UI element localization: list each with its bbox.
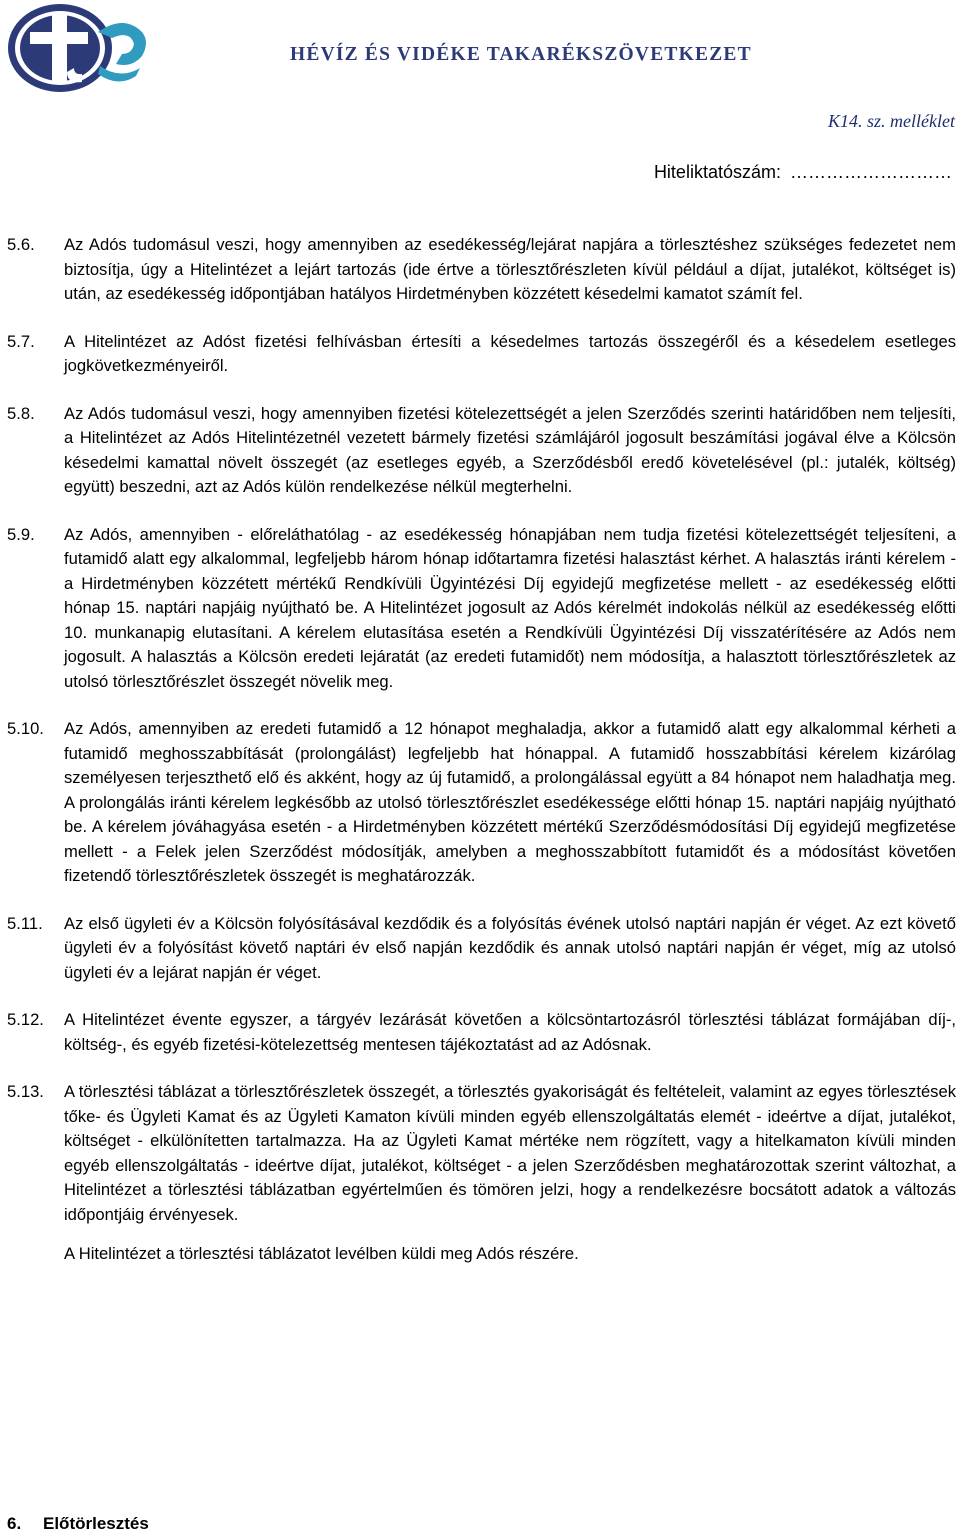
section-text: Az Adós, amennyiben az eredeti futamidő a 12 hónapot meghaladja, akkor a futamidő alatt egy alkalommal kérheti a futamidő meghosszabbítását (prolongálást) legfeljebb hat hónappal. A futamidő hosszabbítási kérelem kizárólag személyesen terjeszthető elő és akként, hogy az új futamidő, a prolongálással együtt a 84 hónapot nem haladhatja meg. A prolongálás iránti kérelem legkésőbb az utolsó törlesztőrészlet esedékessége előtti hónap 15. naptári napjáig nyújtható be. A kérelem jóváhagyása esetén - a Hirdetményben közzétett mértékű Szerződésmódosítási Díj egyidejű megfizetése mellett - a Felek jelen Szerződést módosítják, amelyben a meghosszabbított futamidőt és a módosítást követően fizetendő törlesztőrészletek összegét is meghatározzák. [64, 719, 956, 885]
section-text: A Hitelintézet évente egyszer, a tárgyév lezárását követően a kölcsöntartozásról törlesztési táblázat formájában díj-, költség-, és egyéb fizetési-kötelezettség mentesen tájékoztatást ad az Adósnak. [64, 1010, 956, 1054]
section-5-10 [7, 717, 956, 889]
loan-id-line [654, 162, 952, 183]
section-number: 5.6. [7, 235, 35, 254]
section-number: 5.12. [7, 1010, 44, 1029]
heading-title: Előtörlesztés [43, 1514, 149, 1533]
section-text: Az Adós tudomásul veszi, hogy amennyiben fizetési kötelezettségét a jelen Szerződés szerinti határidőben nem teljesíti, a Hitelintézet az Adós Hitelintézetnél vezetett bármely fizetési számlájáról jogosult beszámítási jogával élve a Kölcsön késedelmi kamattal növelt összegét (az esetleges egyéb, a Szerződésből eredő követelésével (pl.: jutalék, költség) együtt) beszedni, azt az Adós külön rendelkezése nélkül megterhelni. [64, 403, 956, 496]
annex-label: K14. sz. melléklet [828, 111, 955, 131]
section-heading-6 [7, 1514, 149, 1534]
section-text: Az első ügyleti év a Kölcsön folyósításával kezdődik és a folyósítás évének utolsó naptári napján ér véget. Az ezt követő ügyleti év a folyósítást követő naptári év első napján kezdődik és annak utolsó naptári napján ér véget, míg az utolsó ügyleti év a lejárat napján ér véget. [64, 913, 956, 982]
section-number: 5.11. [7, 913, 43, 933]
section-text: Az Adós tudomásul veszi, hogy amennyiben az esedékesség/lejárat napjára a törlesztéshez szükséges fedezetet nem biztosítja, úgy a Hitelintézet a lejárt tartozás (ide értve a törlesztőrészleten kívül például a díjat, jutalékot, költséget is) után, az esedékesség időpontjában hatályos Hirdetményben közzétett késedelmi kamatot számít fel. [64, 235, 956, 303]
section-number: 5.9. [7, 524, 35, 544]
organization-name: HÉVÍZ ÉS VIDÉKE TAKARÉKSZÖVETKEZET [290, 44, 752, 65]
section-number: 5.7. [7, 331, 35, 351]
section-number: 5.10. [7, 719, 44, 738]
document-body [7, 233, 956, 1267]
section-5-8 [7, 402, 956, 500]
section-5-11 [7, 912, 956, 986]
section-number: 5.8. [7, 403, 35, 423]
section-text: A törlesztési táblázat a törlesztőrészletek összegét, a törlesztés gyakoriságát és feltételeit, valamint az egyes törlesztések tőke- és Ügyleti Kamat és az Ügyleti Kamaton kívüli minden egyéb ellenszolgáltatás elemét - ideértve a díjat, jutalékot, költséget - elkülönítetten tartalmazza. Ha az Ügyleti Kamat mértéke nem rögzített, vagy a hitelkamaton kívüli minden egyéb ellenszolgáltatás - ideértve díjat, jutalékot, költséget - a jelen Szerződésben meghatározottak szerint változhat, a Hitelintézet a törlesztési táblázatban egyértelműen és tömören jelzi, hogy a rendelkezésre bocsátott adatok a változás időpontjáig érvényesek. [64, 1082, 956, 1224]
section-5-13 [7, 1080, 956, 1227]
closing-paragraph: A Hitelintézet a törlesztési táblázatot levélben küldi meg Adós részére. [64, 1244, 579, 1263]
section-text: Az Adós, amennyiben - előreláthatólag - az esedékesség hónapjában nem tudja fizetési kötelezettségét teljesíteni, a futamidő alatt egy alkalommal, legfeljebb három hónap időtartamra fizetési halasztást kérhet. A halasztás iránti kérelem - a Hirdetményben közzétett mértékű Rendkívüli Ügyintézési Díj egyidejű megfizetése mellett - az esedékesség előtti hónap 15. naptári napjáig nyújtható be. A Hitelintézet jogosult az Adós kérelmét indokolás nélkül az esedékesség előtti 10. munkanapig elutasítani. A kérelem elutasítása esetén a Rendkívüli Ügyintézési Díj visszatérítésére az Adós nem jogosult. A halasztás a Kölcsön eredeti lejáratát (az eredeti futamidőt) nem módosítja, a halasztott törlesztőrészletek az utolsó törlesztőrészlet összegét növelik meg. [64, 524, 956, 691]
bank-logo-icon [4, 2, 154, 94]
loan-id-label: Hiteliktatószám: [653, 162, 781, 182]
section-5-12 [7, 1008, 956, 1057]
section-5-9 [7, 523, 956, 695]
section-5-7 [7, 330, 956, 379]
loan-id-value: ……………………… [790, 162, 952, 182]
section-5-6 [7, 233, 956, 307]
heading-number: 6. [7, 1514, 22, 1533]
section-text: A Hitelintézet az Adóst fizetési felhívásban értesíti a késedelmes tartozás összegéről és a késedelem esetleges jogkövetkezményeiről. [64, 331, 956, 375]
page-header [0, 0, 960, 100]
section-number: 5.13. [7, 1082, 44, 1101]
